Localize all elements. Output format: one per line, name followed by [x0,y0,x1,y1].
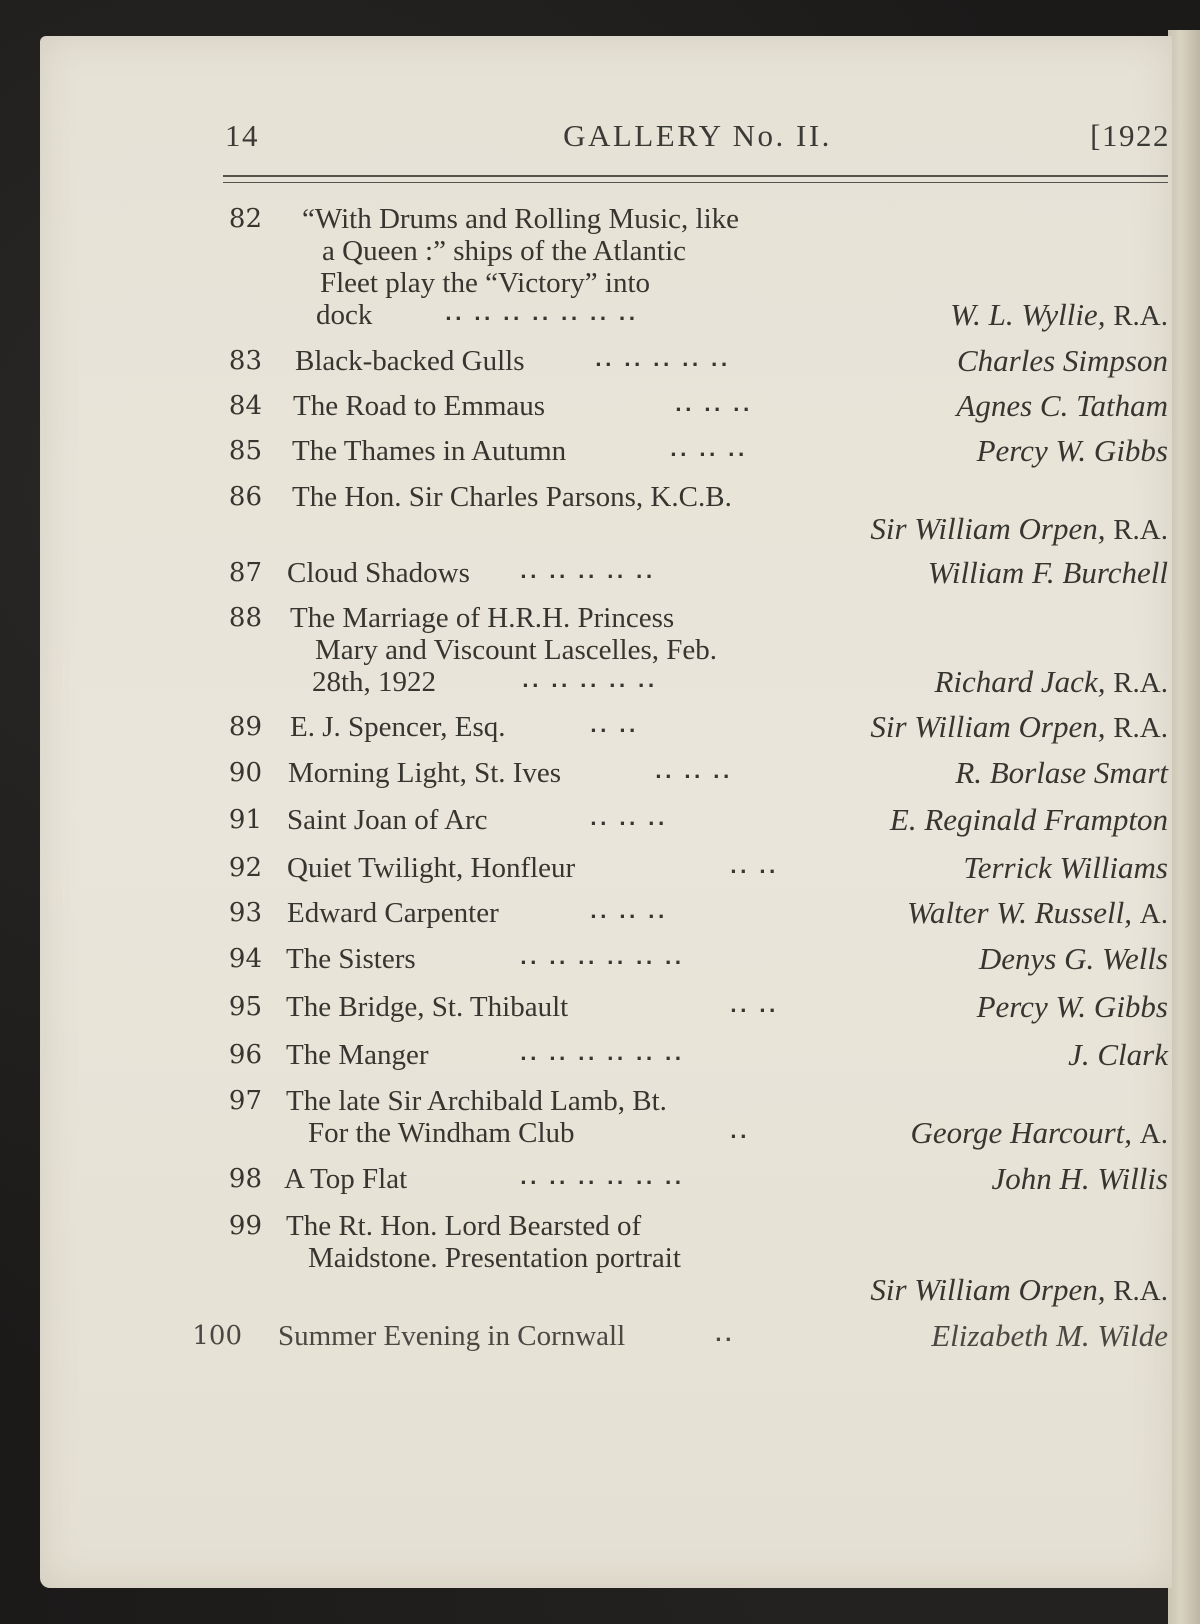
entry-number: 97 [228,1086,262,1116]
entry-number: 94 [228,944,262,974]
catalogue-entry-97 [190,1085,1168,1149]
entry-artist: Sir William Orpen, R.A. [870,709,1168,744]
catalogue-entry-83 [190,345,1168,377]
leader-dots: .. .. [590,716,639,737]
book-spine [1168,30,1200,1624]
entry-title-line: A Top Flat [284,1163,408,1195]
entry-title-line: The late Sir Archibald Lamb, Bt. [286,1085,667,1117]
entry-title-line: “With Drums and Rolling Music, like [302,203,740,235]
entry-artist: Richard Jack, R.A. [934,664,1168,699]
entry-title-line: 28th, 1922 [312,666,437,698]
catalogue-entry-91 [190,804,1168,836]
entry-artist: Sir William Orpen, R.A. [870,511,1168,546]
entry-number: 82 [228,204,262,234]
entry-number: 92 [228,853,262,883]
leader-dots: .. .. .. [675,395,753,416]
entry-title-line: Fleet play the “Victory” into [320,267,651,299]
catalogue-entry-93 [190,897,1168,929]
leader-dots: .. .. .. [590,902,668,923]
entry-artist: E. Reginald Frampton [889,802,1168,837]
entry-title-line: Quiet Twilight, Honfleur [287,852,576,884]
entry-artist: R. Borlase Smart [955,755,1168,790]
entry-title-line: Saint Joan of Arc [287,804,488,836]
leader-dots: .. [715,1325,735,1346]
catalogue-entry-90 [190,757,1168,789]
entry-title-line: Mary and Viscount Lascelles, Feb. [315,634,718,666]
entry-title-line: Morning Light, St. Ives [288,757,562,789]
entry-number: 86 [228,482,262,512]
catalogue-year: [1922 [1090,118,1170,153]
entry-artist: George Harcourt, A. [910,1115,1168,1150]
entry-number: 95 [228,992,262,1022]
entry-artist: J. Clark [1068,1037,1168,1072]
entry-title-line: Edward Carpenter [287,897,499,929]
entry-number: 84 [228,391,262,421]
entry-artist: Percy W. Gibbs [976,989,1168,1024]
entry-number: 85 [228,436,262,466]
entry-title-line: dock [316,299,373,331]
entry-title-line: E. J. Spencer, Esq. [290,711,506,743]
entry-title-line: The Bridge, St. Thibault [286,991,569,1023]
leader-dots: .. .. .. .. .. .. [520,948,685,969]
leader-dots: .. .. .. .. .. .. [520,1044,685,1065]
leader-dots: .. .. [730,996,779,1017]
catalogue-entry-84 [190,390,1168,422]
catalogue-entry-85 [190,435,1168,467]
catalogue-entries [190,203,1168,1352]
catalogue-entry-87 [190,557,1168,589]
entry-number: 98 [228,1164,262,1194]
entry-number: 89 [228,712,262,742]
catalogue-entry-89 [190,711,1168,743]
leader-dots: .. .. .. .. .. [595,350,731,371]
entry-number: 90 [228,758,262,788]
entry-number: 99 [228,1211,262,1241]
page-number: 14 [225,118,259,153]
leader-dots: .. .. .. .. .. .. [520,1168,685,1189]
entry-artist: John H. Willis [991,1161,1168,1196]
entry-title-line: Summer Evening in Cornwall [278,1320,626,1352]
entry-artist: Walter W. Russell, A. [906,895,1168,930]
catalogue-entry-86 [190,481,1168,545]
catalogue-entry-92 [190,852,1168,884]
catalogue-entry-88 [190,602,1168,698]
entry-number: 96 [228,1040,262,1070]
catalogue-entry-95 [190,991,1168,1023]
entry-title-line: The Rt. Hon. Lord Bearsted of [286,1210,642,1242]
entry-artist: Percy W. Gibbs [976,433,1168,468]
leader-dots: .. [730,1122,750,1143]
entry-number: 91 [228,805,262,835]
entry-artist: William F. Burchell [927,555,1168,590]
entry-title-line: The Manger [286,1039,429,1071]
entry-title-line: Cloud Shadows [287,557,470,589]
leader-dots: .. .. .. [655,762,733,783]
leader-dots: .. .. .. [590,809,668,830]
entry-artist: Sir William Orpen, R.A. [870,1272,1168,1307]
page-header [225,118,1170,166]
catalogue-entry-94 [190,943,1168,975]
leader-dots: .. .. .. .. .. .. .. [445,304,639,325]
catalogue-entry-98 [190,1163,1168,1195]
leader-dots: .. .. .. .. .. [522,671,658,692]
leader-dots: .. .. .. [670,440,748,461]
entry-title-line: a Queen :” ships of the Atlantic [322,235,687,267]
entry-title-line: Maidstone. Presentation portrait [308,1242,681,1274]
entry-artist: Charles Simpson [957,343,1168,378]
catalogue-entry-99 [190,1210,1168,1306]
entry-title-line: The Thames in Autumn [292,435,567,467]
catalogue-entry-100 [190,1320,1168,1352]
entry-title-line: Black-backed Gulls [295,345,525,377]
leader-dots: .. .. .. .. .. [520,562,656,583]
entry-artist: Elizabeth M. Wilde [931,1318,1168,1353]
catalogue-entry-82 [190,203,1168,331]
entry-number: 100 [192,1321,242,1351]
entry-title-line: The Marriage of H.R.H. Princess [290,602,675,634]
entry-artist: Agnes C. Tatham [956,388,1168,423]
catalogue-entry-96 [190,1039,1168,1071]
header-double-rule [223,175,1168,183]
entry-artist: Denys G. Wells [978,941,1168,976]
entry-title-line: The Road to Emmaus [293,390,546,422]
leader-dots: .. .. [730,857,779,878]
entry-artist: Terrick Williams [963,850,1168,885]
entry-number: 87 [228,558,262,588]
entry-title-line: The Sisters [286,943,416,975]
entry-title-line: The Hon. Sir Charles Parsons, K.C.B. [292,481,732,513]
entry-number: 83 [228,346,262,376]
entry-number: 93 [228,898,262,928]
entry-title-line: For the Windham Club [308,1117,575,1149]
entry-number: 88 [228,603,262,633]
entry-artist: W. L. Wyllie, R.A. [950,297,1168,332]
gallery-title: GALLERY No. II. [563,118,832,153]
